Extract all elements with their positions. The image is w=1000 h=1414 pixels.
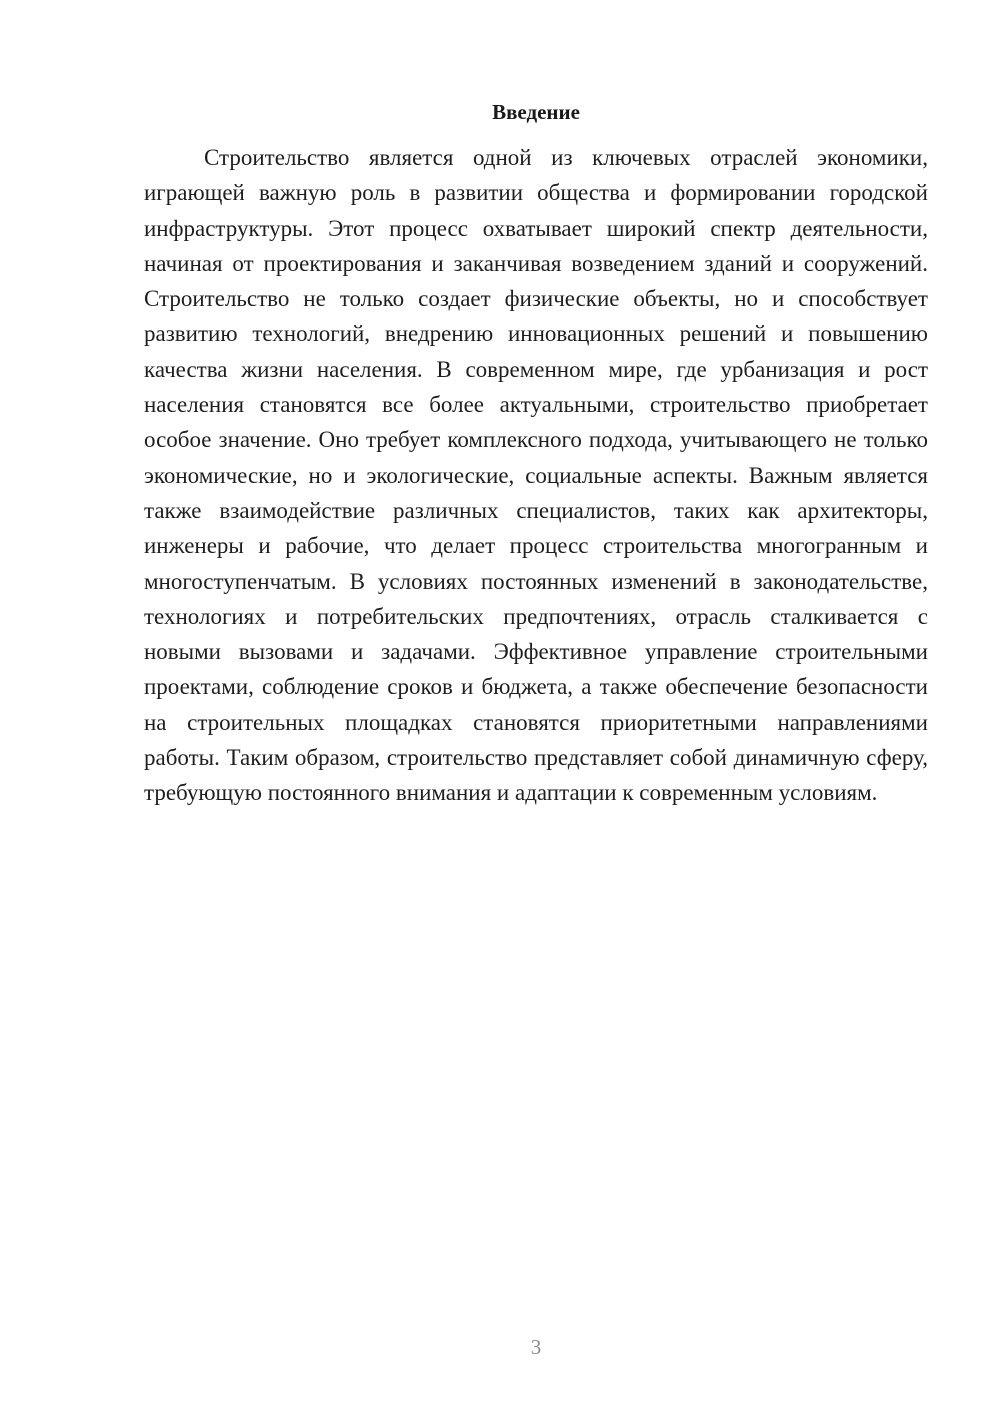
body-paragraph: Строительство является одной из ключевых отраслей экономики, играющей важную роль в развитии общества и формировании городской инфраструктуры. Этот процесс охватывает широкий спектр деятельности, начиная от проектирования и заканчивая возведением зданий и сооружений. Строительство не только создает физические объекты, но и способствует развитию технологий, внедрению инновационных решений и повышению качества жизни населения. В современном мире, где урбанизация и рост населения становятся все более актуальными, строительство приобретает особое значение. Оно требует комплексного подхода, учитывающего не только экономические, но и экологические, социальные аспекты. Важным является также взаимодействие различных специалистов, таких как архитекторы, инженеры и рабочие, что делает процесс строительства многогранным и многоступенчатым. В условиях постоянных изменений в законодательстве, технологиях и потребительских предпочтениях, отрасль сталкивается с новыми вызовами и задачами. Эффективное управление строительными проектами, соблюдение сроков и бюджета, а также обеспечение безопасности на строительных площадках становятся приоритетными направлениями работы. Таким образом, строительство представляет собой динамичную сферу, требующую постоянного внимания и адаптации к современным условиям. [144,145,928,806]
page-number: 3 [530,1335,542,1359]
section-heading: Введение [492,100,580,124]
